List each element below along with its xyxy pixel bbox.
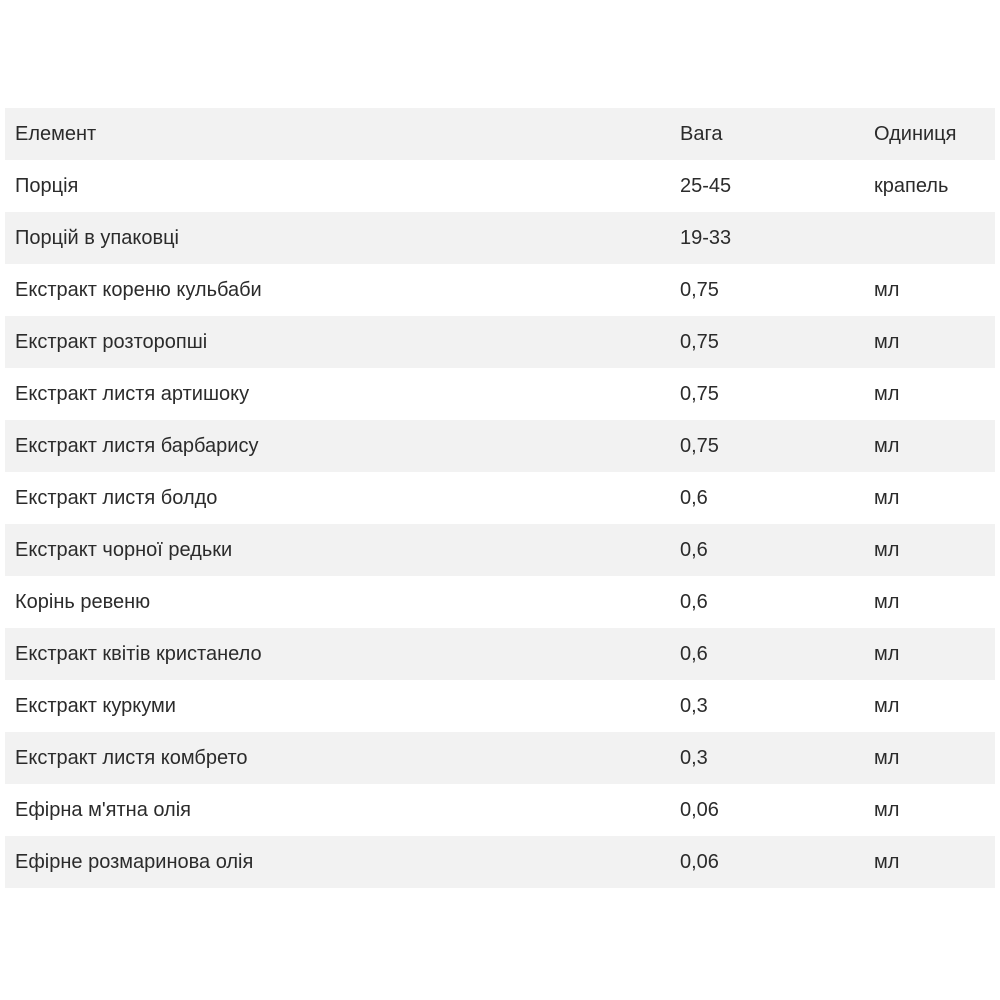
cell-unit: мл bbox=[874, 382, 900, 405]
cell-element: Екстракт кореню кульбаби bbox=[15, 278, 262, 301]
cell-weight: 0,75 bbox=[680, 278, 719, 301]
table-header-row bbox=[5, 108, 995, 160]
cell-unit: мл bbox=[874, 850, 900, 873]
cell-weight: 0,06 bbox=[680, 798, 719, 821]
table-row bbox=[5, 316, 995, 368]
cell-element: Екстракт листя комбрето bbox=[15, 746, 248, 769]
table-row bbox=[5, 420, 995, 472]
cell-weight: 0,6 bbox=[680, 538, 708, 561]
cell-weight: 0,6 bbox=[680, 590, 708, 613]
header-element: Елемент bbox=[15, 122, 97, 145]
table-row bbox=[5, 160, 995, 212]
table-row bbox=[5, 264, 995, 316]
ingredients-table bbox=[5, 108, 995, 888]
table-row bbox=[5, 836, 995, 888]
cell-weight: 19-33 bbox=[680, 226, 732, 249]
cell-element: Екстракт листя болдо bbox=[15, 486, 218, 509]
header-weight: Вага bbox=[680, 122, 723, 145]
cell-unit: мл bbox=[874, 746, 900, 769]
cell-element: Корінь ревеню bbox=[15, 590, 151, 613]
table-row bbox=[5, 524, 995, 576]
cell-element: Екстракт розторопші bbox=[15, 330, 208, 353]
table-row bbox=[5, 680, 995, 732]
cell-unit: мл bbox=[874, 486, 900, 509]
cell-element: Ефірна м'ятна олія bbox=[15, 798, 191, 821]
table-row bbox=[5, 472, 995, 524]
cell-unit: мл bbox=[874, 694, 900, 717]
cell-element: Екстракт квітів кристанело bbox=[15, 642, 262, 665]
cell-element: Екстракт куркуми bbox=[15, 694, 176, 717]
cell-unit: мл bbox=[874, 330, 900, 353]
header-unit: Одиниця bbox=[874, 122, 957, 145]
cell-weight: 0,3 bbox=[680, 746, 708, 769]
cell-unit: мл bbox=[874, 278, 900, 301]
cell-weight: 0,06 bbox=[680, 850, 719, 873]
cell-element: Порція bbox=[15, 174, 79, 197]
cell-element: Екстракт чорної редьки bbox=[15, 538, 233, 561]
cell-unit: крапель bbox=[874, 174, 949, 197]
table-row bbox=[5, 368, 995, 420]
cell-unit: мл bbox=[874, 434, 900, 457]
cell-unit: мл bbox=[874, 590, 900, 613]
table-row bbox=[5, 628, 995, 680]
cell-element: Екстракт листя барбарису bbox=[15, 434, 259, 457]
cell-element: Порцій в упаковці bbox=[15, 226, 180, 249]
table-row bbox=[5, 576, 995, 628]
cell-element: Екстракт листя артишоку bbox=[15, 382, 250, 405]
table-body bbox=[5, 160, 995, 888]
cell-weight: 0,6 bbox=[680, 642, 708, 665]
cell-weight: 0,75 bbox=[680, 330, 719, 353]
cell-weight: 0,6 bbox=[680, 486, 708, 509]
cell-weight: 0,3 bbox=[680, 694, 708, 717]
cell-weight: 0,75 bbox=[680, 382, 719, 405]
table-row bbox=[5, 212, 995, 264]
cell-weight: 25-45 bbox=[680, 174, 732, 197]
table-row bbox=[5, 784, 995, 836]
cell-unit: мл bbox=[874, 538, 900, 561]
cell-unit: мл bbox=[874, 642, 900, 665]
table-row bbox=[5, 732, 995, 784]
cell-weight: 0,75 bbox=[680, 434, 719, 457]
cell-element: Ефірне розмаринова олія bbox=[15, 850, 254, 873]
cell-unit: мл bbox=[874, 798, 900, 821]
